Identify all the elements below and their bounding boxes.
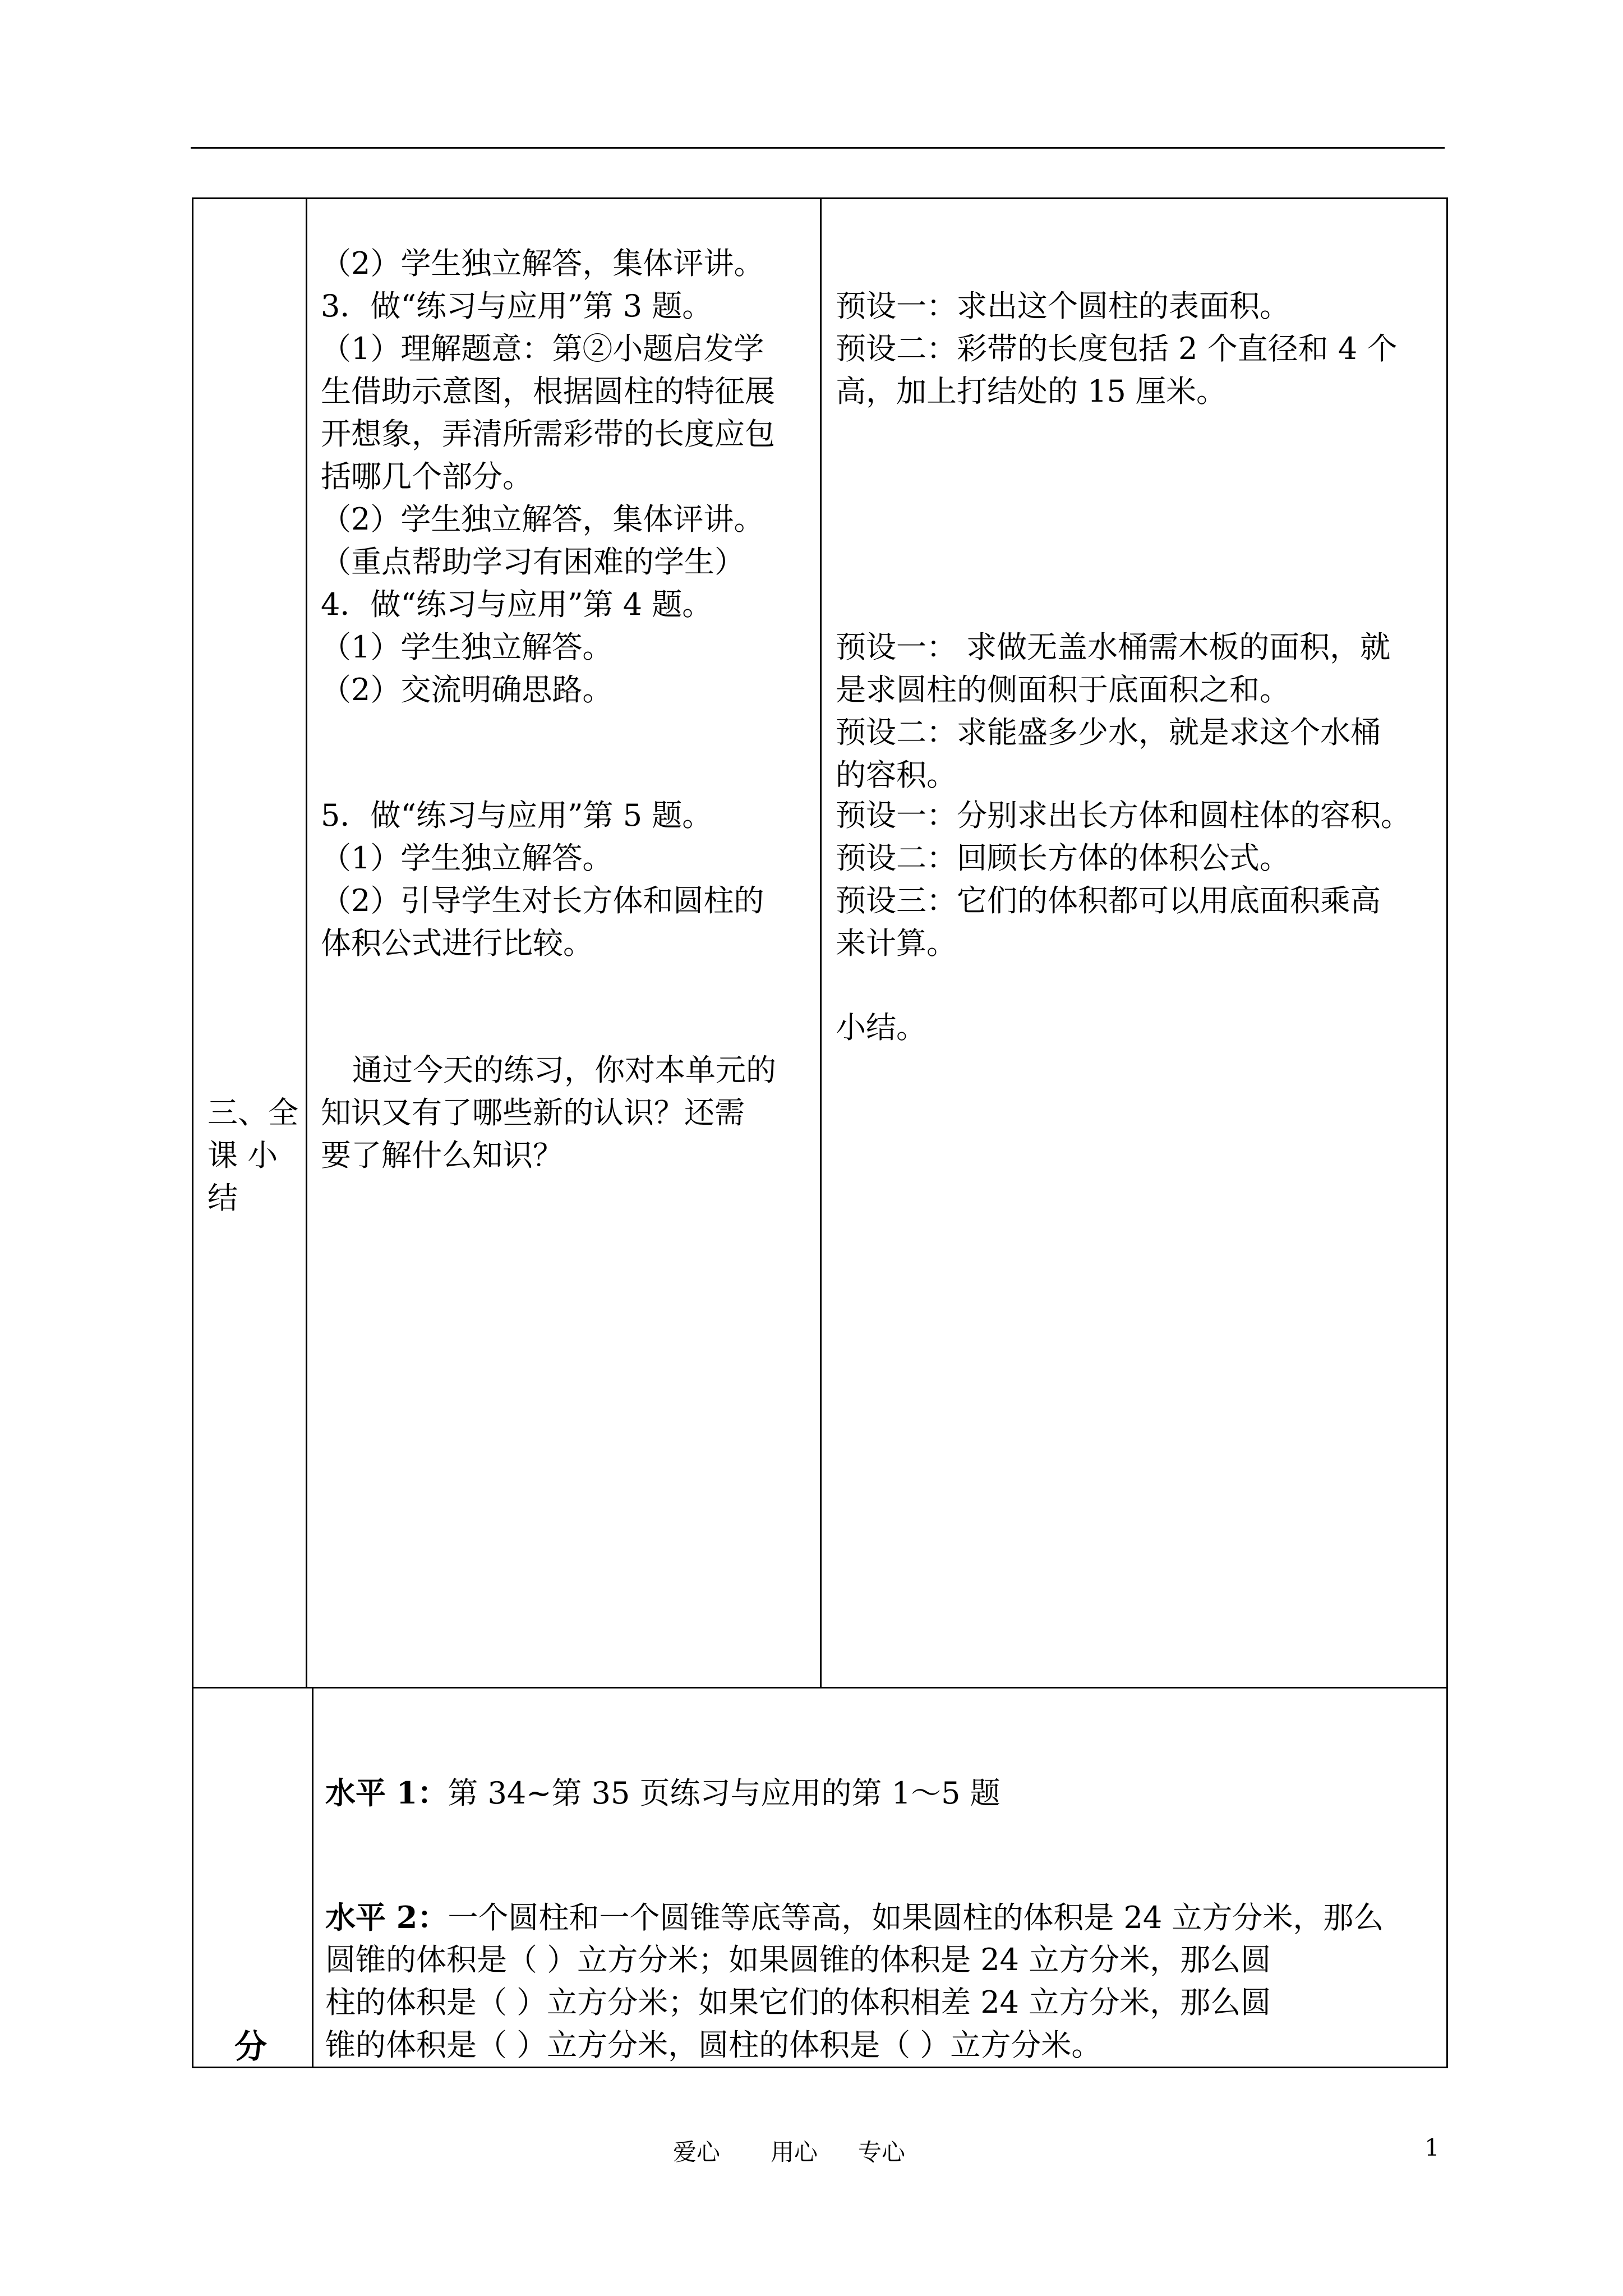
level2-line: 柱的体积是（ ）立方分米；如果它们的体积相差 24 立方分米，那么圆	[325, 1985, 1271, 2020]
column-divider-left	[306, 197, 307, 1688]
section-label: 结	[208, 1180, 238, 1216]
middle-line: （2）学生独立解答，集体评讲。	[321, 501, 764, 537]
middle-line: 3．做“练习与应用”第 3 题。	[321, 288, 713, 324]
level2-line: 圆锥的体积是（ ）立方分米；如果圆锥的体积是 24 立方分米，那么圆	[325, 1942, 1271, 1977]
level2-title: 水平 2：	[325, 1899, 448, 1935]
middle-line: 5．做“练习与应用”第 5 题。	[321, 798, 713, 833]
right-line: 来计算。	[836, 926, 957, 961]
right-line: 高，加上打结处的 15 厘米。	[836, 374, 1227, 409]
header-rule	[191, 147, 1445, 149]
middle-line: （1）学生独立解答。	[321, 840, 613, 876]
middle-line: （2）引导学生对长方体和圆柱的	[321, 883, 764, 918]
right-line: 预设一：分别求出长方体和圆柱体的容积。	[836, 798, 1411, 833]
level1-title: 水平 1：	[325, 1775, 448, 1811]
middle-line: （1）学生独立解答。	[321, 629, 613, 665]
column-divider-right	[820, 197, 822, 1688]
right-line: 是求圆柱的侧面积于底面积之和。	[836, 672, 1290, 707]
right-line: 预设一：求出这个圆柱的表面积。	[836, 288, 1290, 324]
right-line: 预设二：求能盛多少水，就是求这个水桶	[836, 715, 1381, 750]
homework-divider	[312, 1687, 313, 2068]
right-line: 的容积。	[836, 757, 957, 793]
page-number: 1	[1424, 2134, 1440, 2161]
section-label: 课 小	[208, 1138, 278, 1173]
middle-line: 4．做“练习与应用”第 4 题。	[321, 587, 713, 622]
homework-label: 分	[234, 2027, 268, 2065]
middle-line: （2）学生独立解答，集体评讲。	[321, 246, 764, 281]
footer-motto: 用心	[771, 2138, 818, 2166]
middle-line: 知识又有了哪些新的认识？还需	[321, 1095, 745, 1130]
level1-row	[325, 1772, 1000, 1815]
footer-motto: 专心	[858, 2138, 906, 2166]
right-line: 预设三：它们的体积都可以用底面积乘高	[836, 883, 1381, 918]
right-line: 预设二：彩带的长度包括 2 个直径和 4 个	[836, 331, 1398, 366]
level2-line: 锥的体积是（ ）立方分米，圆柱的体积是（ ）立方分米。	[325, 2027, 1102, 2063]
middle-line: 要了解什么知识？	[321, 1138, 563, 1173]
middle-line: 通过今天的练习，你对本单元的	[352, 1052, 776, 1088]
right-line: 预设一： 求做无盖水桶需木板的面积，就	[836, 629, 1391, 665]
level2-text: 一个圆柱和一个圆锥等底等高，如果圆柱的体积是 24 立方分米，那么	[448, 1900, 1384, 1935]
middle-line: （1）理解题意：第②小题启发学	[321, 331, 764, 366]
right-line: 小结。	[836, 1010, 926, 1045]
right-line: 预设二：回顾长方体的体积公式。	[836, 840, 1290, 876]
middle-line: 生借助示意图，根据圆柱的特征展	[321, 374, 775, 409]
level1-text: 第 34~第 35 页练习与应用的第 1～5 题	[448, 1775, 1000, 1811]
middle-line: （2）交流明确思路。	[321, 672, 613, 707]
middle-line: （重点帮助学习有困难的学生）	[321, 544, 745, 579]
middle-line: 体积公式进行比较。	[321, 926, 593, 961]
section-label: 三、全	[208, 1095, 298, 1130]
middle-line: 开想象，弄清所需彩带的长度应包	[321, 416, 775, 452]
level2-row	[325, 1896, 1384, 1939]
middle-line: 括哪几个部分。	[321, 459, 533, 494]
footer-motto: 爱心	[673, 2138, 721, 2166]
